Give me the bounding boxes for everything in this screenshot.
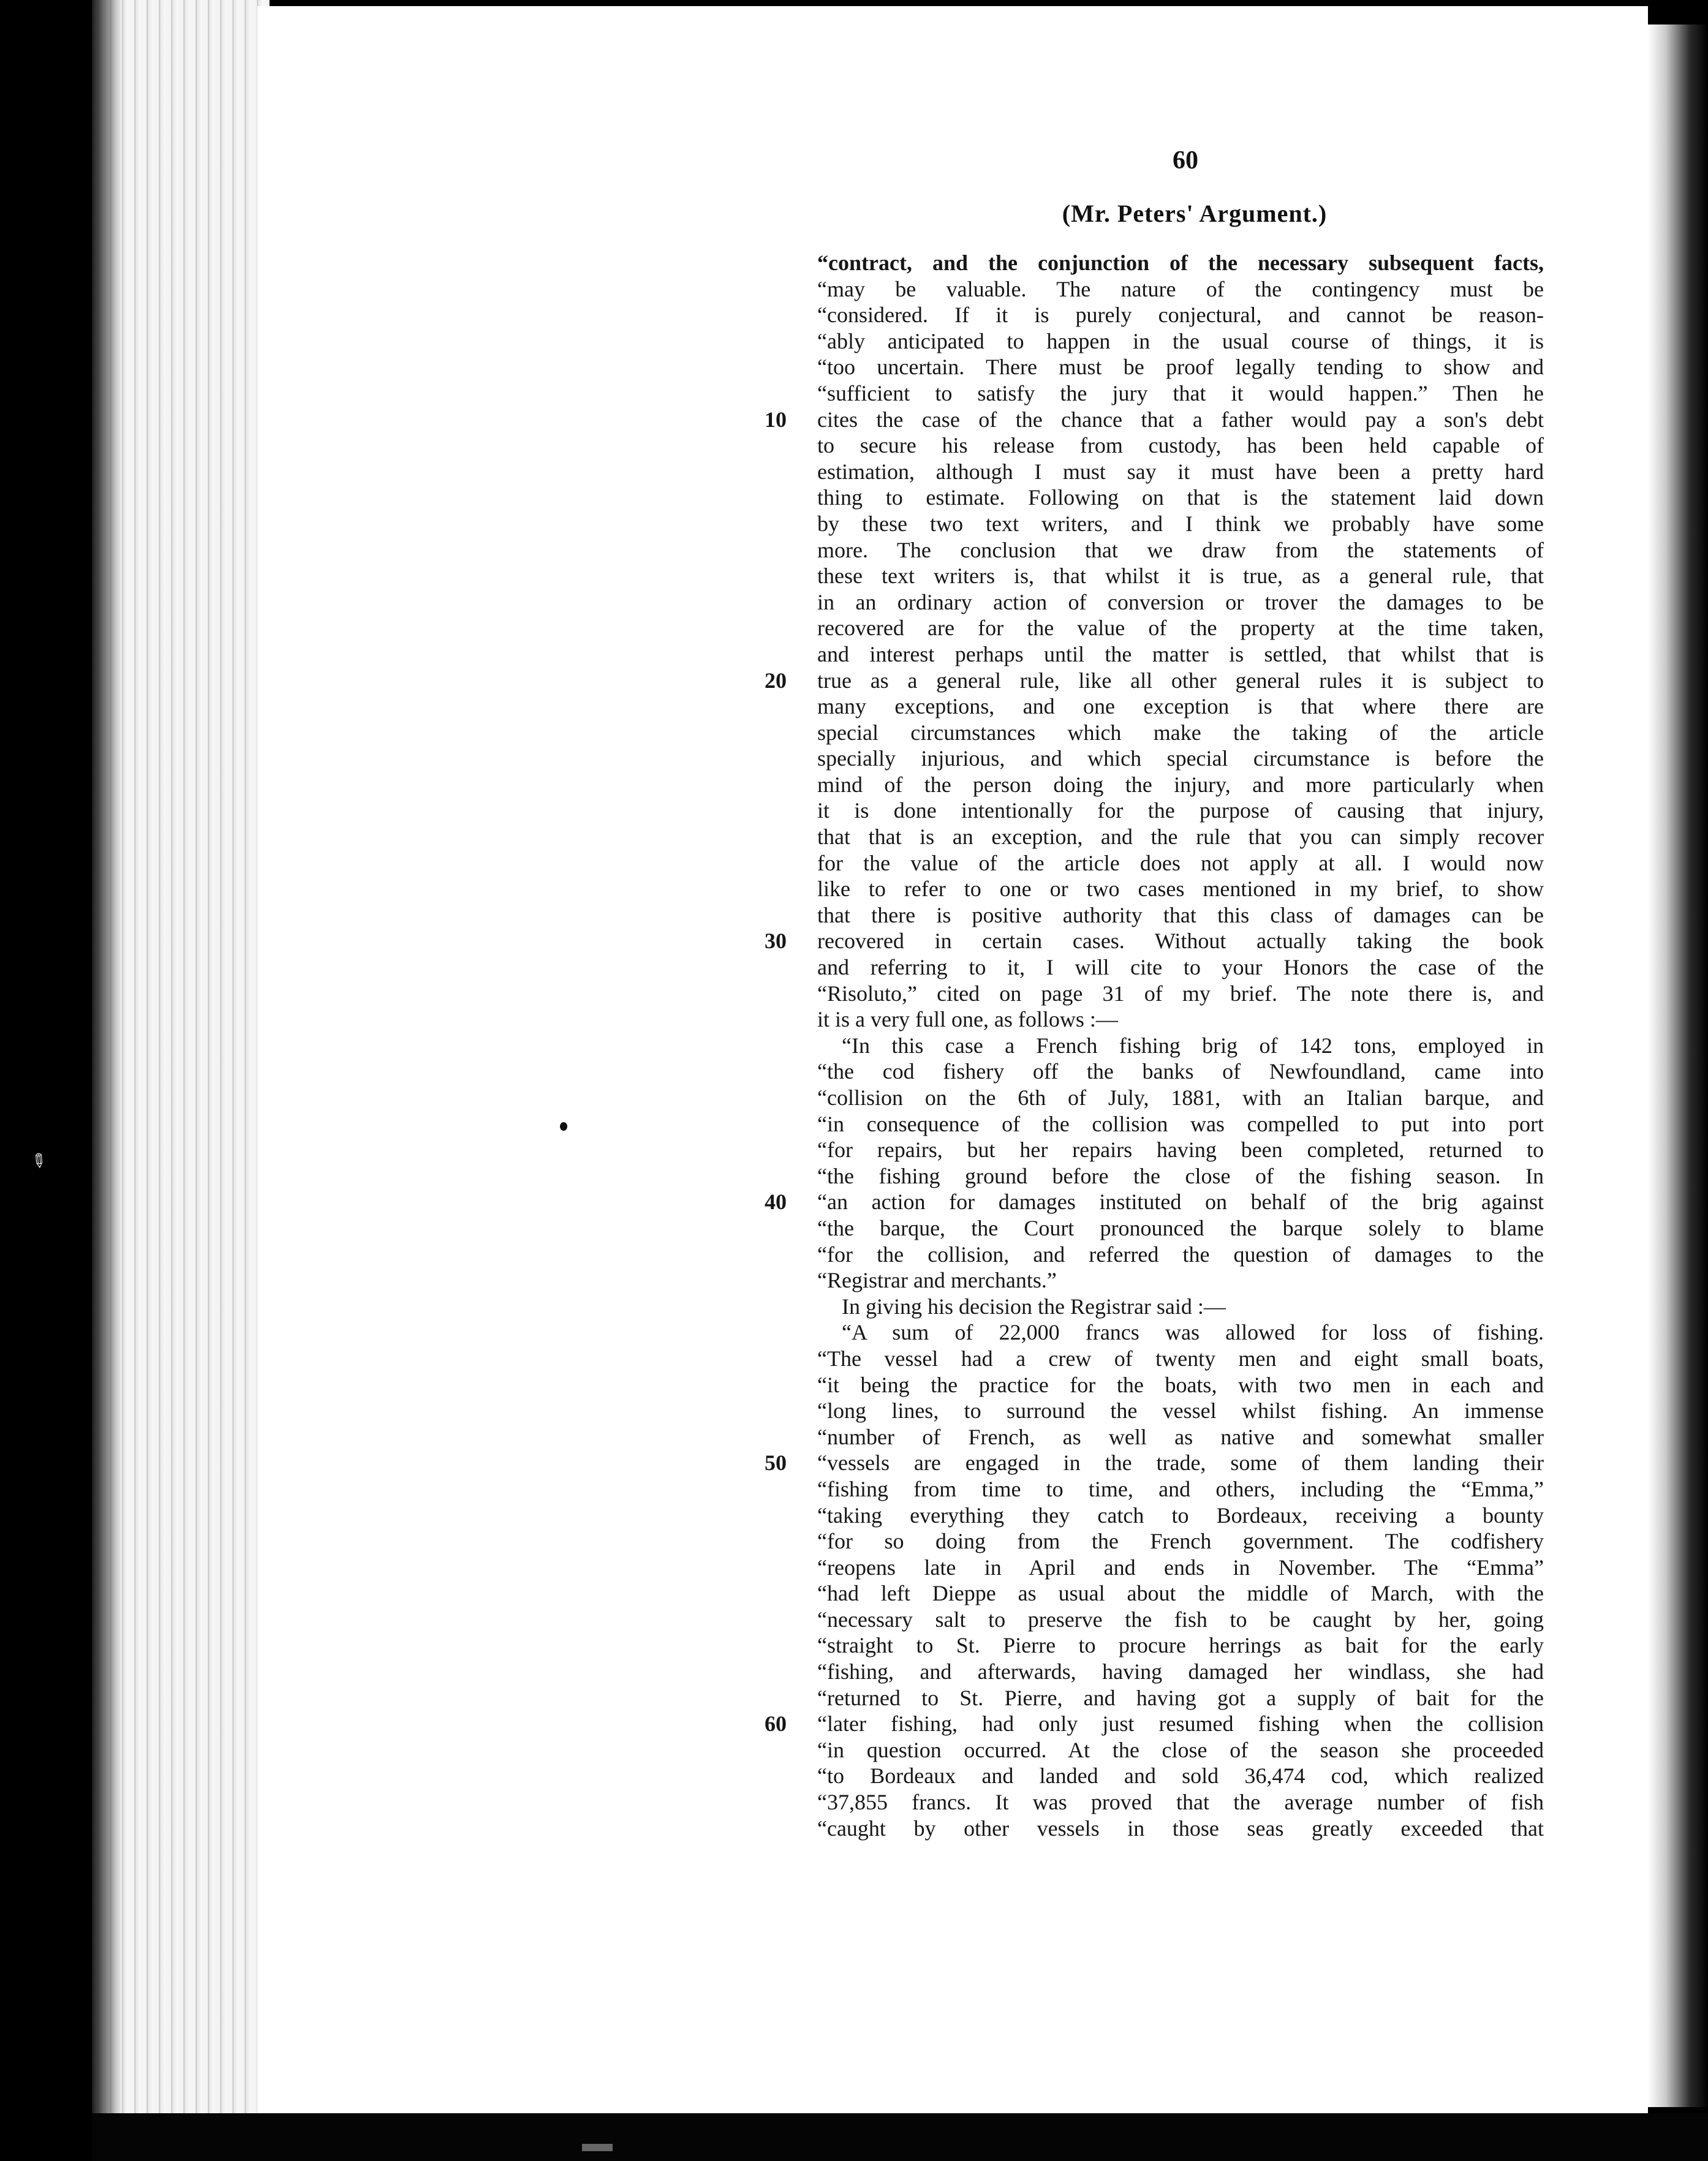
text-line bbox=[817, 1372, 1544, 1398]
text-line bbox=[817, 589, 1544, 616]
text-line bbox=[817, 1528, 1544, 1555]
text-line-content: “Registrar and merchants.” bbox=[817, 1268, 1057, 1293]
text-line bbox=[817, 459, 1544, 485]
text-line bbox=[817, 850, 1544, 877]
text-line-content: like to refer to one or two cases mentioned in my brief, to show bbox=[817, 877, 1544, 902]
text-line bbox=[817, 328, 1544, 355]
text-line bbox=[817, 1294, 1544, 1320]
text-line-content: “In this case a French fishing brig of 142 tons, employed in bbox=[842, 1033, 1544, 1058]
running-head: (Mr. Peters' Argument.) bbox=[1062, 200, 1328, 227]
text-line bbox=[817, 1476, 1544, 1503]
text-line bbox=[817, 1215, 1544, 1242]
text-line bbox=[765, 407, 1544, 433]
text-line bbox=[817, 1555, 1544, 1581]
text-line bbox=[817, 1763, 1544, 1789]
text-line bbox=[817, 641, 1544, 668]
text-line bbox=[817, 380, 1544, 407]
line-number: 10 bbox=[765, 407, 787, 432]
scan-artifact bbox=[582, 2144, 613, 2151]
text-line-content: “in consequence of the collision was compelled to put into port bbox=[817, 1111, 1544, 1136]
text-line-content: “reopens late in April and ends in November. The “Emma” bbox=[817, 1555, 1544, 1580]
ink-speck bbox=[560, 1122, 567, 1131]
text-line bbox=[765, 1711, 1544, 1737]
text-line-content: recovered are for the value of the property at the time taken, bbox=[817, 616, 1544, 641]
text-line-content: “to Bordeaux and landed and sold 36,474 cod, which realized bbox=[817, 1763, 1544, 1789]
text-line bbox=[817, 876, 1544, 902]
text-line-content: “it being the practice for the boats, with two men in each and bbox=[817, 1372, 1544, 1397]
text-line bbox=[817, 1242, 1544, 1268]
text-line-content: “the barque, the Court pronounced the barque solely to blame bbox=[817, 1215, 1544, 1240]
text-line-content: “returned to St. Pierre, and having got a supply of bait for the bbox=[817, 1685, 1544, 1710]
text-line bbox=[817, 1685, 1544, 1711]
text-line-content: and referring to it, I will cite to your Honors the case of the bbox=[817, 955, 1544, 980]
text-line bbox=[817, 615, 1544, 641]
text-line-content: cites the case of the chance that a father would pay a son's debt bbox=[817, 407, 1544, 432]
text-line bbox=[765, 1189, 1544, 1215]
body-text bbox=[765, 250, 1544, 1841]
text-line bbox=[817, 1659, 1544, 1685]
text-line-content: it is a very full one, as follows :— bbox=[817, 1007, 1118, 1032]
text-line-content: “straight to St. Pierre to procure herrings as bait for the early bbox=[817, 1633, 1544, 1658]
text-line-content: “the fishing ground before the close of the fishing season. In bbox=[817, 1163, 1544, 1188]
text-line bbox=[817, 745, 1544, 772]
text-line-content: “37,855 francs. It was proved that the average number of fish bbox=[817, 1790, 1544, 1815]
text-line-content: “fishing from time to time, and others, including the “Emma,” bbox=[817, 1476, 1544, 1501]
text-line-content: that there is positive authority that this class of damages can be bbox=[817, 902, 1544, 927]
text-line-content: “A sum of 22,000 francs was allowed for loss of fishing. bbox=[842, 1320, 1544, 1345]
text-line-content: “for repairs, but her repairs having been completed, returned to bbox=[817, 1137, 1544, 1163]
text-line-content: “an action for damages instituted on behalf of the brig against bbox=[817, 1190, 1544, 1215]
text-line bbox=[817, 1580, 1544, 1607]
text-line-content: “number of French, as well as native and somewhat smaller bbox=[817, 1424, 1544, 1449]
text-line bbox=[817, 1319, 1544, 1346]
text-line bbox=[817, 1163, 1544, 1190]
text-line-content: thing to estimate. Following on that is the statement laid down bbox=[817, 485, 1544, 510]
text-line-content: mind of the person doing the injury, and more particularly when bbox=[817, 772, 1544, 797]
text-line bbox=[817, 1058, 1544, 1085]
paperclip-icon: ✎ bbox=[25, 1148, 51, 1175]
text-line-content: “caught by other vessels in those seas greatly exceeded that bbox=[817, 1816, 1544, 1841]
text-line-content: more. The conclusion that we draw from the statements of bbox=[817, 537, 1544, 562]
text-line bbox=[817, 1346, 1544, 1372]
text-line-content: “The vessel had a crew of twenty men and eight small boats, bbox=[817, 1346, 1544, 1371]
text-line bbox=[817, 1789, 1544, 1816]
binding-shadow bbox=[92, 0, 123, 2119]
text-line-content: estimation, although I must say it must have been a pretty hard bbox=[817, 459, 1544, 484]
text-line bbox=[817, 511, 1544, 537]
text-line-content: “fishing, and afterwards, having damaged her windlass, she had bbox=[817, 1659, 1544, 1684]
text-line bbox=[817, 537, 1544, 564]
text-line-content: “may be valuable. The nature of the contingency must be bbox=[817, 276, 1544, 301]
text-line-content: “long lines, to surround the vessel whilst fishing. An immense bbox=[817, 1398, 1544, 1424]
text-line bbox=[817, 302, 1544, 328]
text-line bbox=[817, 981, 1544, 1007]
text-line-content: “had left Dieppe as usual about the middle of March, with the bbox=[817, 1581, 1544, 1606]
text-line-content: in an ordinary action of conversion or trover the damages to be bbox=[817, 589, 1544, 614]
text-line-content: “collision on the 6th of July, 1881, with an Italian barque, and bbox=[817, 1085, 1544, 1110]
text-line-content: many exceptions, and one exception is that where there are bbox=[817, 694, 1544, 719]
text-line-content: “for so doing from the French government. The codfishery bbox=[817, 1529, 1544, 1554]
text-line bbox=[817, 1398, 1544, 1424]
text-line bbox=[817, 1424, 1544, 1450]
line-number: 60 bbox=[765, 1711, 787, 1737]
text-line-content: “ably anticipated to happen in the usual course of things, it is bbox=[817, 328, 1544, 353]
text-line-content: “necessary salt to preserve the fish to be caught by her, going bbox=[817, 1607, 1544, 1632]
text-line-content: for the value of the article does not apply at all. I would now bbox=[817, 850, 1544, 875]
text-line bbox=[817, 902, 1544, 929]
text-line-content: “the cod fishery off the banks of Newfoundland, came into bbox=[817, 1059, 1544, 1084]
text-line-content: “later fishing, had only just resumed fishing when the collision bbox=[817, 1711, 1544, 1737]
text-line-content: “sufficient to satisfy the jury that it would happen.” Then he bbox=[817, 380, 1544, 405]
text-line-content: “taking everything they catch to Bordeaux, receiving a bounty bbox=[817, 1503, 1544, 1528]
text-line-content: to secure his release from custody, has been held capable of bbox=[817, 433, 1544, 458]
text-line bbox=[817, 485, 1544, 511]
text-line-content: specially injurious, and which special circumstance is before the bbox=[817, 746, 1544, 771]
text-line-content: these text writers is, that whilst it is true, as a general rule, that bbox=[817, 564, 1544, 589]
text-line-content: “Risoluto,” cited on page 31 of my brief. The note there is, and bbox=[817, 981, 1544, 1006]
line-number: 50 bbox=[765, 1450, 787, 1476]
text-line-content: true as a general rule, like all other general rules it is subject to bbox=[817, 668, 1544, 693]
text-line bbox=[817, 354, 1544, 380]
scan-bottom-border bbox=[92, 2113, 1708, 2161]
text-line-content: that that is an exception, and the rule that you can simply recover bbox=[817, 824, 1544, 850]
page-right-edge bbox=[1648, 25, 1708, 2107]
text-line bbox=[817, 693, 1544, 720]
text-line bbox=[817, 1033, 1544, 1059]
text-line bbox=[817, 563, 1544, 589]
text-line bbox=[817, 276, 1544, 303]
text-line bbox=[817, 720, 1544, 746]
text-line bbox=[817, 772, 1544, 798]
text-line-content: “contract, and the conjunction of the necessary subsequent facts, bbox=[817, 251, 1544, 275]
text-line-content: special circumstances which make the taking of the article bbox=[817, 720, 1544, 745]
text-line bbox=[817, 1607, 1544, 1633]
text-line bbox=[817, 1111, 1544, 1137]
text-line-content: “considered. If it is purely conjectural, and cannot be reason- bbox=[817, 303, 1544, 328]
text-line bbox=[817, 1137, 1544, 1163]
text-line bbox=[817, 1632, 1544, 1659]
text-line-content: “for the collision, and referred the question of damages to the bbox=[817, 1242, 1544, 1267]
text-line bbox=[817, 1816, 1544, 1842]
line-number: 40 bbox=[765, 1190, 787, 1215]
text-line-content: “vessels are engaged in the trade, some of them landing their bbox=[817, 1450, 1544, 1476]
text-line bbox=[817, 250, 1544, 276]
text-line bbox=[817, 1737, 1544, 1763]
text-line bbox=[817, 798, 1544, 824]
page-number: 60 bbox=[1173, 146, 1198, 175]
text-line bbox=[817, 1267, 1544, 1294]
text-line bbox=[817, 1085, 1544, 1111]
text-line bbox=[817, 824, 1544, 850]
text-line bbox=[765, 928, 1544, 954]
text-line bbox=[765, 668, 1544, 694]
line-number: 20 bbox=[765, 668, 787, 693]
line-number: 30 bbox=[765, 929, 787, 954]
text-line-content: “too uncertain. There must be proof legally tending to show and bbox=[817, 355, 1544, 380]
text-line bbox=[817, 954, 1544, 981]
text-line-content: by these two text writers, and I think we probably have some bbox=[817, 511, 1544, 536]
text-line-content: “in question occurred. At the close of the season she proceeded bbox=[817, 1737, 1544, 1762]
text-line-content: In giving his decision the Registrar said :— bbox=[842, 1294, 1226, 1319]
text-line bbox=[817, 1006, 1544, 1033]
text-line bbox=[817, 1503, 1544, 1529]
text-line bbox=[817, 432, 1544, 459]
text-line-content: it is done intentionally for the purpose of causing that injury, bbox=[817, 798, 1544, 823]
text-line-content: recovered in certain cases. Without actually taking the book bbox=[817, 929, 1544, 954]
text-line-content: and interest perhaps until the matter is settled, that whilst that is bbox=[817, 641, 1544, 666]
text-line bbox=[765, 1450, 1544, 1476]
